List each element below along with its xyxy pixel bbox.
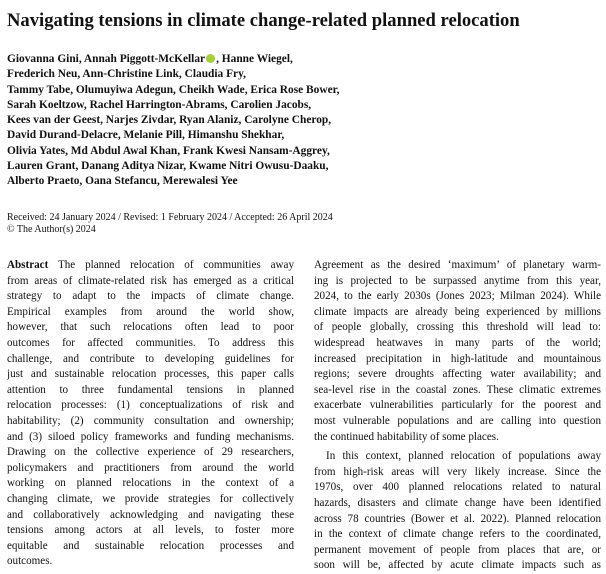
author-line-tail: , Hanne Wiegel, xyxy=(216,53,293,65)
abstract-line: strategy to adapt to the impacts of climate change. xyxy=(7,290,294,303)
body-line: 1970s, over 400 planned relocations related to natural xyxy=(314,481,601,494)
abstract-line: policymakers and practitioners from around the world xyxy=(7,461,294,474)
author-line: Frederich Neu, Ann-Christine Link, Claudia Fry, xyxy=(7,68,247,81)
abstract-line xyxy=(7,258,294,274)
author-line: Olivia Yates, Md Abdul Awal Khan, Frank Kwesi Nansam-Aggrey, xyxy=(7,144,330,157)
body-line: widespread heatwaves in many parts of the world; xyxy=(314,336,601,349)
abstract-line: tensions among actors at all levels, to foster more xyxy=(7,524,294,537)
abstract-label: Abstract xyxy=(7,259,49,271)
author-line: Kees van der Geest, Narjes Zivdar, Ryan Alaniz, Carolyne Cherop, xyxy=(7,114,332,127)
abstract-line: working on planned relocations in the context of a xyxy=(7,477,294,490)
body-line: Agreement as the desired ‘maximum’ of planetary warm- xyxy=(314,259,601,271)
paper-title: Navigating tensions in climate change-related planned relocation xyxy=(7,10,520,31)
abstract-line: outcomes for affected communities. To address this xyxy=(7,336,294,349)
abstract-line: just and sustainable relocation processes, this paper calls xyxy=(7,368,294,381)
abstract-line: and collaboratively acknowledging and navigating these xyxy=(7,508,294,521)
body-line: sea-level rise in the coastal zones. These climatic extremes xyxy=(314,383,601,396)
body-line: soon will be, affected by acute climate impacts such as xyxy=(314,559,601,572)
body-line: of people globally, crossing this threshold will lead to: xyxy=(314,321,601,334)
abstract-line: Empirical examples from around the world show, xyxy=(7,305,294,318)
abstract-line: challenge, and contribute to developing guidelines for xyxy=(7,352,294,365)
received-revised-accepted: Received: 24 January 2024 / Revised: 1 February 2024 / Accepted: 26 April 2024 xyxy=(7,212,333,223)
copyright-notice: © The Author(s) 2024 xyxy=(7,224,96,235)
abstract-line: outcomes. xyxy=(7,555,53,568)
abstract-line: however, that such relocations often lead to poor xyxy=(7,321,294,334)
abstract-line-text: The planned relocation of communities away xyxy=(48,259,294,271)
body-line: in the context of climate change refers to the coordinated, xyxy=(314,528,601,541)
body-line: 2024, to the early 2030s (Jones 2023; Milman 2024). While xyxy=(314,290,601,303)
abstract-line: Drawing on the collective experience of 29 researchers, xyxy=(7,446,294,459)
abstract-line: changing climate, we provide strategies for collectively xyxy=(7,492,294,505)
author-line: Tammy Tabe, Olumuyiwa Adegun, Cheikh Wade, Erica Rose Bower, xyxy=(7,83,340,96)
body-line: across 78 countries (Bower et al. 2022). Planned relocation xyxy=(314,512,601,525)
body-line: ing is projected to be surpassed anytime from this year, xyxy=(314,274,601,287)
abstract-line: from areas of climate-related risk has emerged as a critical xyxy=(7,274,294,287)
body-line: climate impacts are already being experienced by millions xyxy=(314,305,601,318)
body-line: hazards, disasters and climate change have been identified xyxy=(314,496,601,509)
abstract-column xyxy=(7,258,294,570)
body-line: increased precipitation in high-latitude and mountainous xyxy=(314,352,601,365)
author-line xyxy=(7,52,407,67)
body-line: In this context, planned relocation of populations away xyxy=(326,450,601,463)
body-line: from high-risk areas will very likely increase. Since the xyxy=(314,465,601,478)
body-line: the continued habitability of some places. xyxy=(314,430,499,443)
author-line: Alberto Praeto, Oana Stefancu, Merewalesi Yee xyxy=(7,175,238,188)
body-line: exacerbate vulnerabilities particularly for the poorest and xyxy=(314,399,601,412)
abstract-line: relocation processes: (1) conceptualizations of risk and xyxy=(7,399,294,412)
publication-dates xyxy=(7,212,333,236)
author-line: David Durand-Delacre, Melanie Pill, Himanshu Shekhar, xyxy=(7,129,285,142)
abstract-line: equitable and sustainable relocation processes and xyxy=(7,539,294,552)
author-line: Lauren Grant, Danang Aditya Nizar, Kwame Nitri Owusu-Daaku, xyxy=(7,160,329,173)
abstract-line: habitability; (2) community consultation and ownership; xyxy=(7,414,294,427)
author-line: Sarah Koeltzow, Rachel Harrington-Abrams, Carolien Jacobs, xyxy=(7,98,312,111)
body-column xyxy=(314,258,601,574)
body-line: regions; severe droughts affecting water availability; and xyxy=(314,368,601,381)
abstract-line: attention to three fundamental tensions in planned xyxy=(7,383,294,396)
orcid-icon[interactable] xyxy=(206,54,215,63)
author-line-text: Giovanna Gini, Annah Piggott-McKellar xyxy=(7,53,206,65)
body-line: most vulnerable populations and are calling into question xyxy=(314,414,601,427)
body-line: permanent movement of people from places that are, or xyxy=(314,543,601,556)
author-list xyxy=(7,52,407,190)
abstract-line: and (3) siloed policy frameworks and funding mechanisms. xyxy=(7,430,294,443)
